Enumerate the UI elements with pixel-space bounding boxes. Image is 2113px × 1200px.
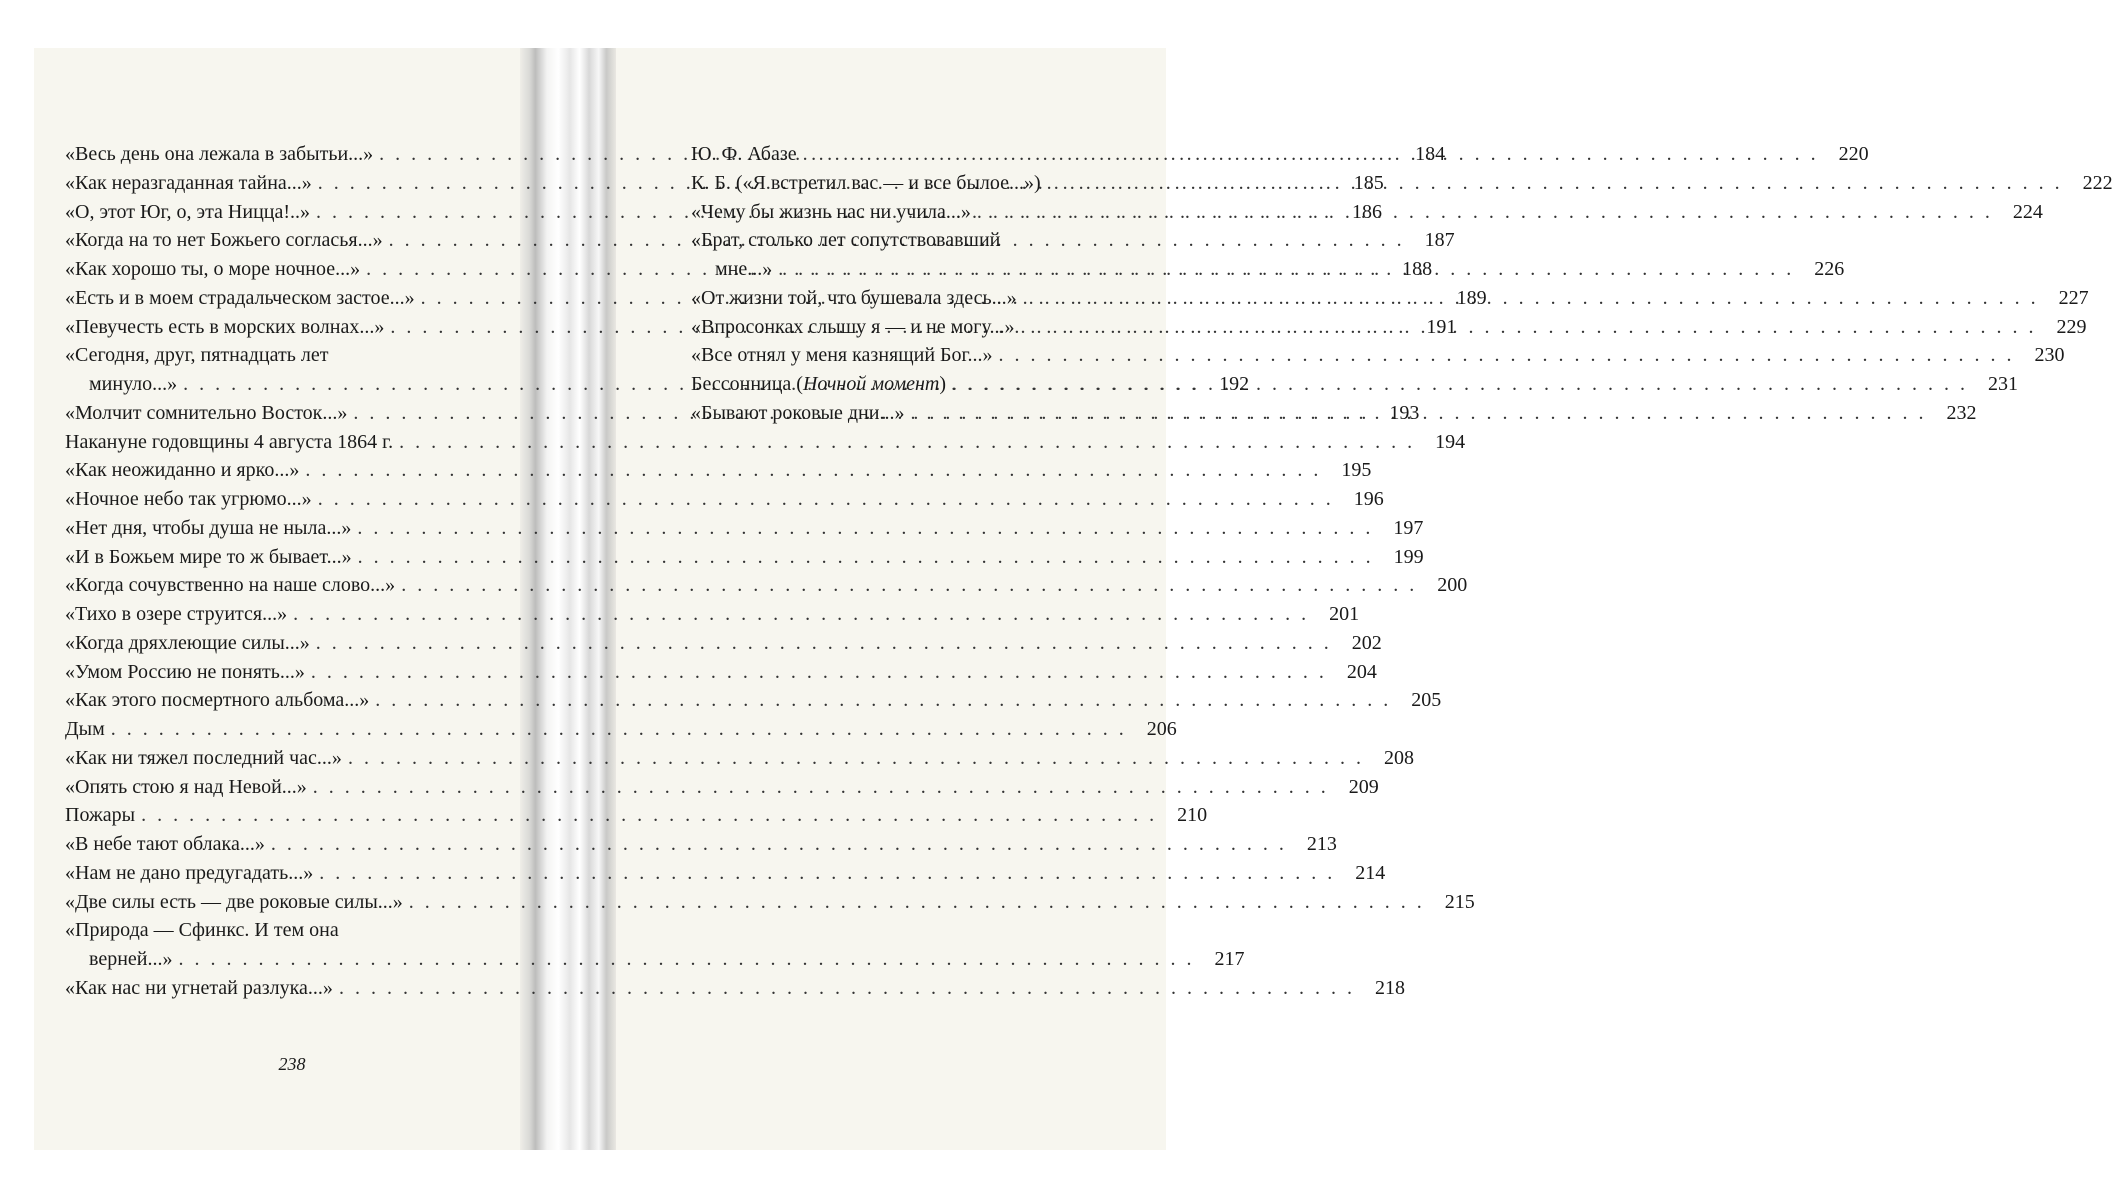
leader-dots [318, 485, 1334, 514]
leader-dots [952, 370, 1968, 399]
entry-page: 204 [1346, 660, 1377, 683]
entry-page: 214 [1355, 861, 1386, 884]
entry-title: «В небе тают облака...» [65, 833, 265, 855]
entry-title: Накануне годовщины 4 августа 1864 г. [65, 430, 394, 453]
entry-title: «Тихо в озере струится...» [65, 603, 288, 625]
entry-title: Ю. Ф. Абазе [691, 143, 797, 165]
leader-dots [313, 773, 1329, 802]
leader-dots [348, 744, 1364, 773]
entry-title: «Нет дня, чтобы душа не ныла...» [65, 516, 352, 539]
entry-title: «Впросонках слышу я — и не могу...» [691, 315, 1015, 338]
entry-title: «Опять стою я над Невой...» [65, 775, 307, 798]
entry-page: 188 [1402, 258, 1433, 280]
entry-title: «Чему бы жизнь нас ни учила...» [691, 200, 971, 223]
leader-dots [358, 543, 1374, 572]
leader-dots [319, 859, 1335, 888]
entry-page: 227 [2058, 286, 2089, 309]
entry-title: «Как неразгаданная тайна...» [65, 171, 312, 194]
leader-dots [1020, 313, 2036, 342]
toc-entry [65, 686, 1442, 715]
entry-title: «Как нас ни угнетай разлука...» [65, 976, 333, 999]
leader-dots [375, 686, 1391, 715]
toc-entry [65, 916, 1245, 974]
toc-entry [65, 428, 1466, 457]
entry-page: 206 [1146, 718, 1177, 740]
entry-page: 186 [1352, 200, 1383, 223]
entry-title-line-1: «Природа — Сфинкс. И тем она [65, 919, 339, 942]
entry-page: 226 [1814, 258, 1845, 280]
leader-dots [311, 658, 1327, 687]
entry-title: К. Б. («Я встретил вас — и все былое...») [691, 171, 1041, 194]
toc-entry [65, 456, 1372, 485]
leader-dots [271, 830, 1287, 859]
entry-page: 231 [1988, 373, 2019, 395]
entry-page: 229 [2056, 315, 2087, 338]
entry-page: 187 [1424, 229, 1455, 252]
entry-page: 224 [2012, 200, 2043, 223]
entry-page: 213 [1306, 833, 1337, 855]
entry-page: 200 [1437, 574, 1468, 597]
entry-page: 202 [1351, 631, 1382, 654]
entry-page: 215 [1444, 890, 1475, 913]
entry-title: «Бывают роковые дни...» [691, 401, 905, 424]
entry-title: «Как неожиданно и ярко...» [65, 459, 300, 482]
entry-page: 185 [1353, 171, 1384, 194]
entry-page: 189 [1456, 286, 1487, 309]
entry-title: «Все отнял у меня казнящий Бог...» [691, 344, 993, 367]
leader-dots [1047, 169, 2063, 198]
toc-entry [65, 658, 1377, 687]
entry-page: 193 [1389, 401, 1420, 424]
entry-title: «От жизни той, что бушевала здесь...» [691, 286, 1017, 309]
leader-dots [305, 456, 1321, 485]
leader-dots [399, 428, 1415, 457]
leader-dots [357, 514, 1373, 543]
entry-title: «Когда на то нет Божьего согласья...» [65, 229, 383, 252]
entry-title: Пожары [65, 804, 136, 827]
entry-title: «Как хорошо ты, о море ночное...» [65, 258, 361, 280]
toc-entry [65, 600, 1360, 629]
leader-dots [998, 341, 2014, 370]
entry-page: 201 [1329, 603, 1360, 625]
entry-title: «И в Божьем мире то ж бывает...» [65, 545, 352, 568]
entry-title: «Ночное небо так угрюмо...» [65, 488, 312, 510]
entry-title-line-1: «Сегодня, друг, пятнадцать лет [65, 344, 329, 367]
entry-title: «Молчит сомнительно Восток...» [65, 401, 348, 424]
leader-dots [339, 974, 1355, 1003]
entry-title: «Весь день она лежала в забытьи...» [65, 143, 374, 165]
leader-dots [141, 801, 1157, 830]
entry-page: 184 [1415, 143, 1446, 165]
entry-page: 220 [1838, 143, 1869, 165]
entry-title-line-1: «Брат, столько лет сопутствовавший [691, 229, 1001, 252]
leader-dots [910, 399, 1926, 428]
entry-page: 222 [2082, 171, 2113, 194]
leader-dots [803, 140, 1819, 169]
entry-page: 194 [1435, 430, 1466, 453]
entry-page: 196 [1353, 488, 1384, 510]
toc-entry [65, 859, 1386, 888]
italic-subtitle: Ночной момент [802, 373, 940, 395]
entry-title: «Когда дряхлеющие силы...» [65, 631, 310, 654]
entry-title: «Певучесть есть в морских волнах...» [65, 315, 385, 338]
entry-title: «Есть и в моем страдальческом застое...» [65, 286, 415, 309]
toc-entry [691, 341, 2065, 370]
entry-page: 218 [1374, 976, 1405, 999]
toc-entry [65, 485, 1384, 514]
entry-title: минуло...» [89, 373, 178, 395]
toc-entry [65, 514, 1424, 543]
entry-page: 232 [1946, 401, 1977, 424]
toc-entry [65, 571, 1468, 600]
leader-dots [293, 600, 1309, 629]
entry-page: 209 [1348, 775, 1379, 798]
toc-entry [65, 744, 1414, 773]
toc-entry [65, 830, 1337, 859]
toc-entry [65, 629, 1382, 658]
entry-title: «Две силы есть — две роковые силы...» [65, 890, 403, 913]
entry-page: 230 [2034, 344, 2065, 367]
entry-page: 195 [1341, 459, 1372, 482]
toc-entry [65, 974, 1405, 1003]
toc-entry [65, 773, 1379, 802]
toc-entry [65, 715, 1177, 744]
entry-title: «Нам не дано предугадать...» [65, 861, 314, 884]
leader-dots [179, 945, 1195, 974]
entry-page: 217 [1214, 948, 1245, 970]
toc-entry [65, 888, 1475, 917]
entry-page: 192 [1219, 373, 1250, 395]
entry-title: верней...» [89, 948, 173, 970]
leader-dots [778, 255, 1794, 284]
leader-dots [401, 571, 1417, 600]
entry-title: мне...» [715, 258, 773, 280]
entry-page: 191 [1426, 315, 1457, 338]
entry-title: «Как ни тяжел последний час...» [65, 746, 342, 769]
leader-dots [111, 715, 1127, 744]
entry-page: 199 [1393, 545, 1424, 568]
entry-title: «Когда сочувственно на наше слово...» [65, 574, 396, 597]
page-number: 238 [278, 1054, 306, 1074]
entry-title: Бессонница (Ночной момент) [691, 373, 947, 395]
toc-entry [65, 543, 1424, 572]
entry-page: 210 [1177, 804, 1208, 827]
entry-title: Дым [65, 718, 105, 740]
entry-title: «О, этот Юг, о, эта Ницца!..» [65, 200, 311, 223]
entry-page: 205 [1411, 689, 1442, 712]
leader-dots [409, 888, 1425, 917]
entry-page: 208 [1383, 746, 1414, 769]
leader-dots [316, 629, 1332, 658]
leader-dots [977, 198, 1993, 227]
entry-title: «Как этого посмертного альбома...» [65, 689, 370, 712]
toc-entry [65, 801, 1208, 830]
entry-page: 197 [1393, 516, 1424, 539]
entry-title: «Умом Россию не понять...» [65, 660, 305, 683]
leader-dots [1023, 284, 2039, 313]
